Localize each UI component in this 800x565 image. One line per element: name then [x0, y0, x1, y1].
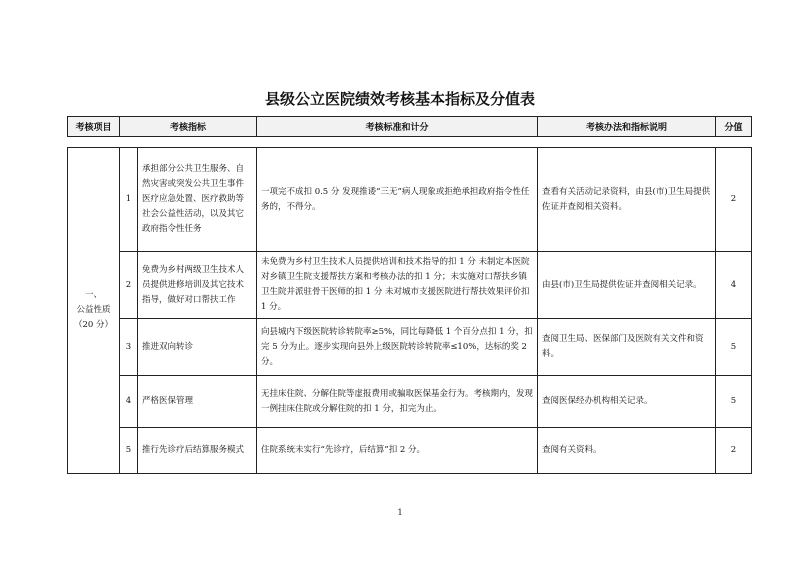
criteria-cell: 一项完不成扣 0.5 分 发现推诿“三无”病人现象或拒绝承担政府指令性任务的，不得分。: [257, 148, 538, 252]
indicator-cell: 推行先诊疗后结算服务模式: [138, 428, 257, 474]
indicator-cell: 承担部分公共卫生服务、自然灾害或突发公共卫生事件医疗应急处置、医疗救助等社会公益性活动，以及其它政府指令性任务: [138, 148, 257, 252]
method-cell: 查阅医保经办机构相关记录。: [538, 376, 716, 428]
indicator-cell: 严格医保管理: [138, 376, 257, 428]
header-criteria: 考核标准和计分: [257, 117, 538, 137]
indicator-cell: 免费为乡村两级卫生技术人员提供进修培训及其它技术指导，做好对口帮扶工作: [138, 252, 257, 319]
category-number: 一、: [84, 290, 102, 300]
table-row: [68, 252, 752, 319]
score-cell: 5: [716, 376, 752, 428]
document-title: 县级公立医院绩效考核基本指标及分值表: [264, 90, 535, 108]
table-row: [68, 376, 752, 428]
category-cell: [68, 148, 120, 474]
table-row: [68, 148, 752, 252]
score-cell: 5: [716, 319, 752, 376]
page-number: 1: [397, 508, 403, 517]
row-number: 1: [120, 148, 138, 252]
header-indicator: 考核指标: [120, 117, 257, 137]
row-number: 3: [120, 319, 138, 376]
category-points: （20 分）: [73, 320, 114, 330]
score-cell: 4: [716, 252, 752, 319]
row-number: 4: [120, 376, 138, 428]
criteria-cell: 住院系统未实行“先诊疗，后结算”扣 2 分。: [257, 428, 538, 474]
criteria-cell: 未免费为乡村卫生技术人员提供培训和技术指导的扣 1 分 未制定本医院对乡镇卫生院支援帮扶方案和考核办法的扣 1 分；未实施对口帮扶乡镇卫生院并派驻骨干医师的扣 1 分 未对城市支援医院进行帮扶效果评价扣 1 分。: [257, 252, 538, 319]
score-cell: 2: [716, 148, 752, 252]
method-cell: 查看有关活动记录资料，由县(市)卫生局提供佐证并查阅相关资料。: [538, 148, 716, 252]
indicator-cell: 推进双向转诊: [138, 319, 257, 376]
header-category: 考核项目: [68, 117, 120, 137]
score-cell: 2: [716, 428, 752, 474]
table-row: [68, 428, 752, 474]
table-header: [67, 116, 752, 137]
category-name: 公益性质: [76, 305, 111, 315]
header-score: 分值: [716, 117, 752, 137]
row-number: 5: [120, 428, 138, 474]
criteria-cell: 向县城内下级医院转诊转院率≥5%，同比每降低 1 个百分点扣 1 分，扣完 5 分为止。逐步实现向县外上级医院转诊转院率≤10%，达标的奖 2 分。: [257, 319, 538, 376]
method-cell: 查阅卫生局、医保部门及医院有关文件和资料。: [538, 319, 716, 376]
table-row: [68, 319, 752, 376]
method-cell: 由县(市)卫生局提供佐证并查阅相关记录。: [538, 252, 716, 319]
indicator-table: [67, 147, 752, 474]
header-method: 考核办法和指标说明: [538, 117, 716, 137]
criteria-cell: 无挂床住院、分解住院等虚报费用或骗取医保基金行为。考核期内，发现一例挂床住院或分解住院的扣 1 分，扣完为止。: [257, 376, 538, 428]
method-cell: 查阅有关资料。: [538, 428, 716, 474]
row-number: 2: [120, 252, 138, 319]
